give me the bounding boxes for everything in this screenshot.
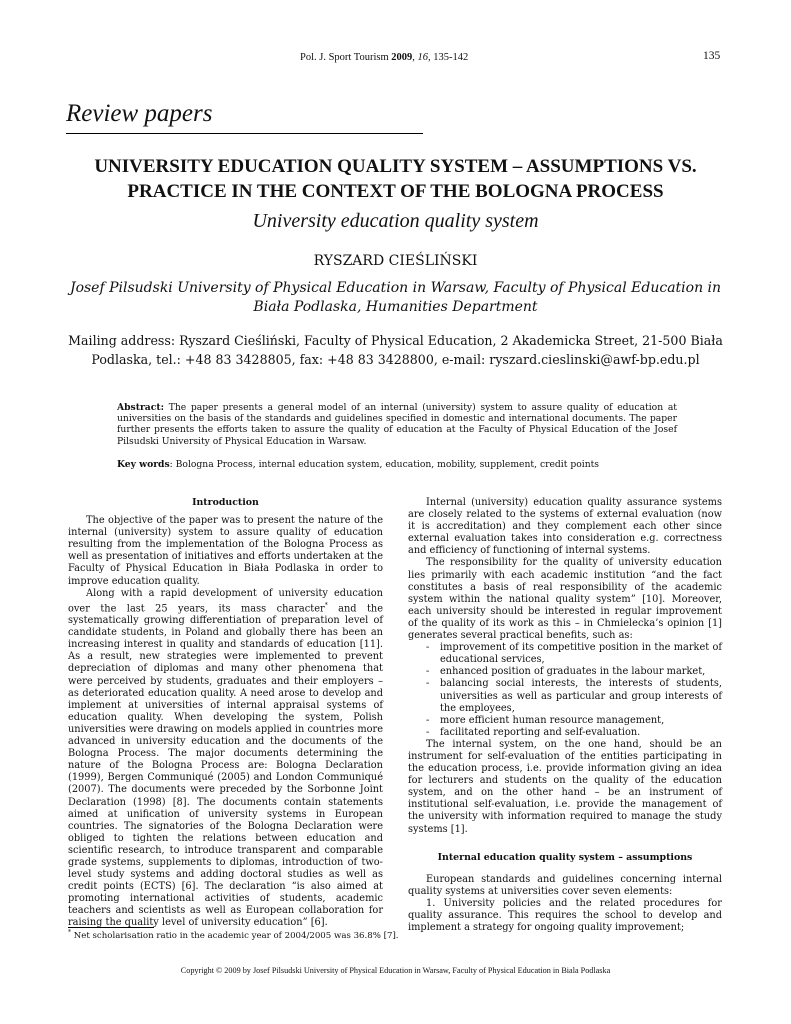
intro-paragraph-1: The objective of the paper was to present the nature of the internal (university) system to assure quality of education resulting from the implementation of the Bologna Process as well as presentation of initiatives and efforts undertaken at the Faculty of Physical Education in Biała Podlaska in order to improve education quality. [68, 515, 383, 587]
intro-paragraph-2-part2: and the systematically growing differentiation of preparation level of candidate students, in Poland and globally there has been an increasing interest in quality and standards of education [11]. As a result, new strategies were implemented to prevent depreciation of diplomas and many other phenomena that were perceived by students, graduates and their employers – as deteriorated education quality. A need arose to develop and implement at universities of internal appraisal systems of education quality. When developing the system, Polish universities were drawing on models applied in countries more advanced in university education and the documents of the Bologna Process. The major documents determining the nature of the Bologna Process are: Bologna Declaration (1999), Bergen Communiqué (2005) and London Communiqué (2007). The documents were preceded by the Sorbonne Joint Declaration (1998) [8]. The documents contain statements aimed at unification of university systems in European countries. The signatories of the Bologna Declaration were obliged to tighten the relations between education and scientific research, to introduce transparent and comparable grade systems, supplements to diplomas, introduction of two-level study systems and adding doctoral studies as well as credit points (ECTS) [6]. The declaration “is also aimed at promoting international activities of students, academic teachers and scientists as well as European collaboration for raising the quality level of university education” [6]. [68, 603, 383, 929]
author-name: RYSZARD CIEŚLIŃSKI [313, 253, 478, 269]
benefits-list [408, 642, 722, 739]
journal-name: Pol. J. Sport Tourism [300, 52, 389, 63]
right-paragraph-5: 1. University policies and the related procedures for quality assurance. This requires the school to develop and implement a strategy for ongoing quality improvement; [408, 897, 722, 934]
copyright-notice: Copyright © 2009 by Josef Pilsudski University of Physical Education in Warsaw, Faculty of Physical Education in Biala Podlaska [180, 966, 611, 975]
list-item: - balancing social interests, the interests of students, universities as well as particular and group interests of the employees, [408, 678, 722, 714]
paper-subtitle: University education quality system [252, 210, 539, 232]
introduction-heading: Introduction [192, 497, 259, 508]
list-item: - facilitated reporting and self-evaluation. [408, 727, 722, 739]
list-item: - more efficient human resource management, [408, 715, 722, 727]
footnote-rule [68, 927, 154, 928]
keywords-label: Key words [117, 459, 170, 470]
abstract [117, 402, 677, 447]
right-paragraph-2: The responsibility for the quality of university education lies primarily with each academic institution “and the fact constitutes a basis of real responsibility of the academic system within the national quality system” [10]. Moreover, each university should be interested in regular improvement of the quality of its work as this – in Chmielecka’s opinion [1] generates several practical benefits, such as: [408, 557, 722, 642]
right-paragraph-3: The internal system, on the one hand, should be an instrument for self-evaluation of the entities participating in the education process, i.e. provide information giving an idea for lecturers and students on the quality of the education system, and on the other hand – be an instrument of institutional self-evaluation, i.e. provide the management of the university with information required to manage the study systems [1]. [408, 738, 722, 835]
right-column [408, 497, 722, 934]
mailing-address: Mailing address: Ryszard Cieśliński, Faculty of Physical Education, 2 Akademicka Street, 21-500 Biała Podlaska, tel.: +48 83 3428805, fax: +48 83 3428800, e-mail: ryszard.cieslinski@awf-bp.edu.pl [68, 333, 723, 367]
intro-paragraph-2 [68, 588, 383, 930]
section-rule [66, 133, 423, 134]
footnote [68, 929, 399, 941]
author-affiliation: Josef Pilsudski University of Physical Education in Warsaw, Faculty of Physical Education in Biała Podlaska, Humanities Department [69, 280, 722, 315]
keywords-text: : Bologna Process, internal education system, education, mobility, supplement, credit points [169, 459, 600, 470]
footnote-text: Net scholarisation ratio in the academic year of 2004/2005 was 36.8% [7]. [71, 930, 399, 941]
abstract-text: The paper presents a general model of an internal (university) system to assure quality of education at universities on the basis of the standards and guidelines specified in domestic and international documents. The paper further presents the efforts taken to assure the quality of education at the Faculty of Physical Education of the Josef Pilsudski University of Physical Education in Warsaw. [117, 402, 677, 447]
right-paragraph-1: Internal (university) education quality assurance systems are closely related to the systems of external evaluation (now it is accreditation) and they complement each other since external evaluation takes into consideration e.g. correctness and efficiency of functioning of internal systems. [408, 497, 722, 557]
journal-year: 2009 [391, 52, 413, 63]
footnote-mark: * [68, 929, 71, 936]
journal-volume: 16 [417, 52, 429, 63]
section-label: Review papers [66, 100, 213, 127]
page-number: 135 [703, 50, 721, 62]
paper-title: UNIVERSITY EDUCATION QUALITY SYSTEM – ASSUMPTIONS VS. PRACTICE IN THE CONTEXT OF THE BOLOGNA PROCESS [94, 156, 697, 202]
journal-citation: Pol. J. Sport Tourism 2009, 16, 135-142 [300, 52, 469, 63]
list-item: - enhanced position of graduates in the labour market, [408, 666, 722, 678]
right-paragraph-4: European standards and guidelines concerning internal quality systems at universities cover seven elements: [408, 873, 722, 897]
spacer [408, 836, 722, 852]
assumptions-heading: Internal education quality system – assumptions [437, 851, 693, 863]
list-item: - improvement of its competitive position in the market of educational services, [408, 642, 722, 666]
left-column [68, 497, 383, 930]
abstract-label: Abstract: [117, 402, 164, 413]
keywords [117, 459, 677, 470]
intro-paragraph-2-part1: Along with a rapid development of university education over the last 25 years, its mass character [68, 587, 383, 615]
journal-pages: 135-142 [433, 52, 469, 63]
footnote-marker: * [324, 601, 328, 609]
